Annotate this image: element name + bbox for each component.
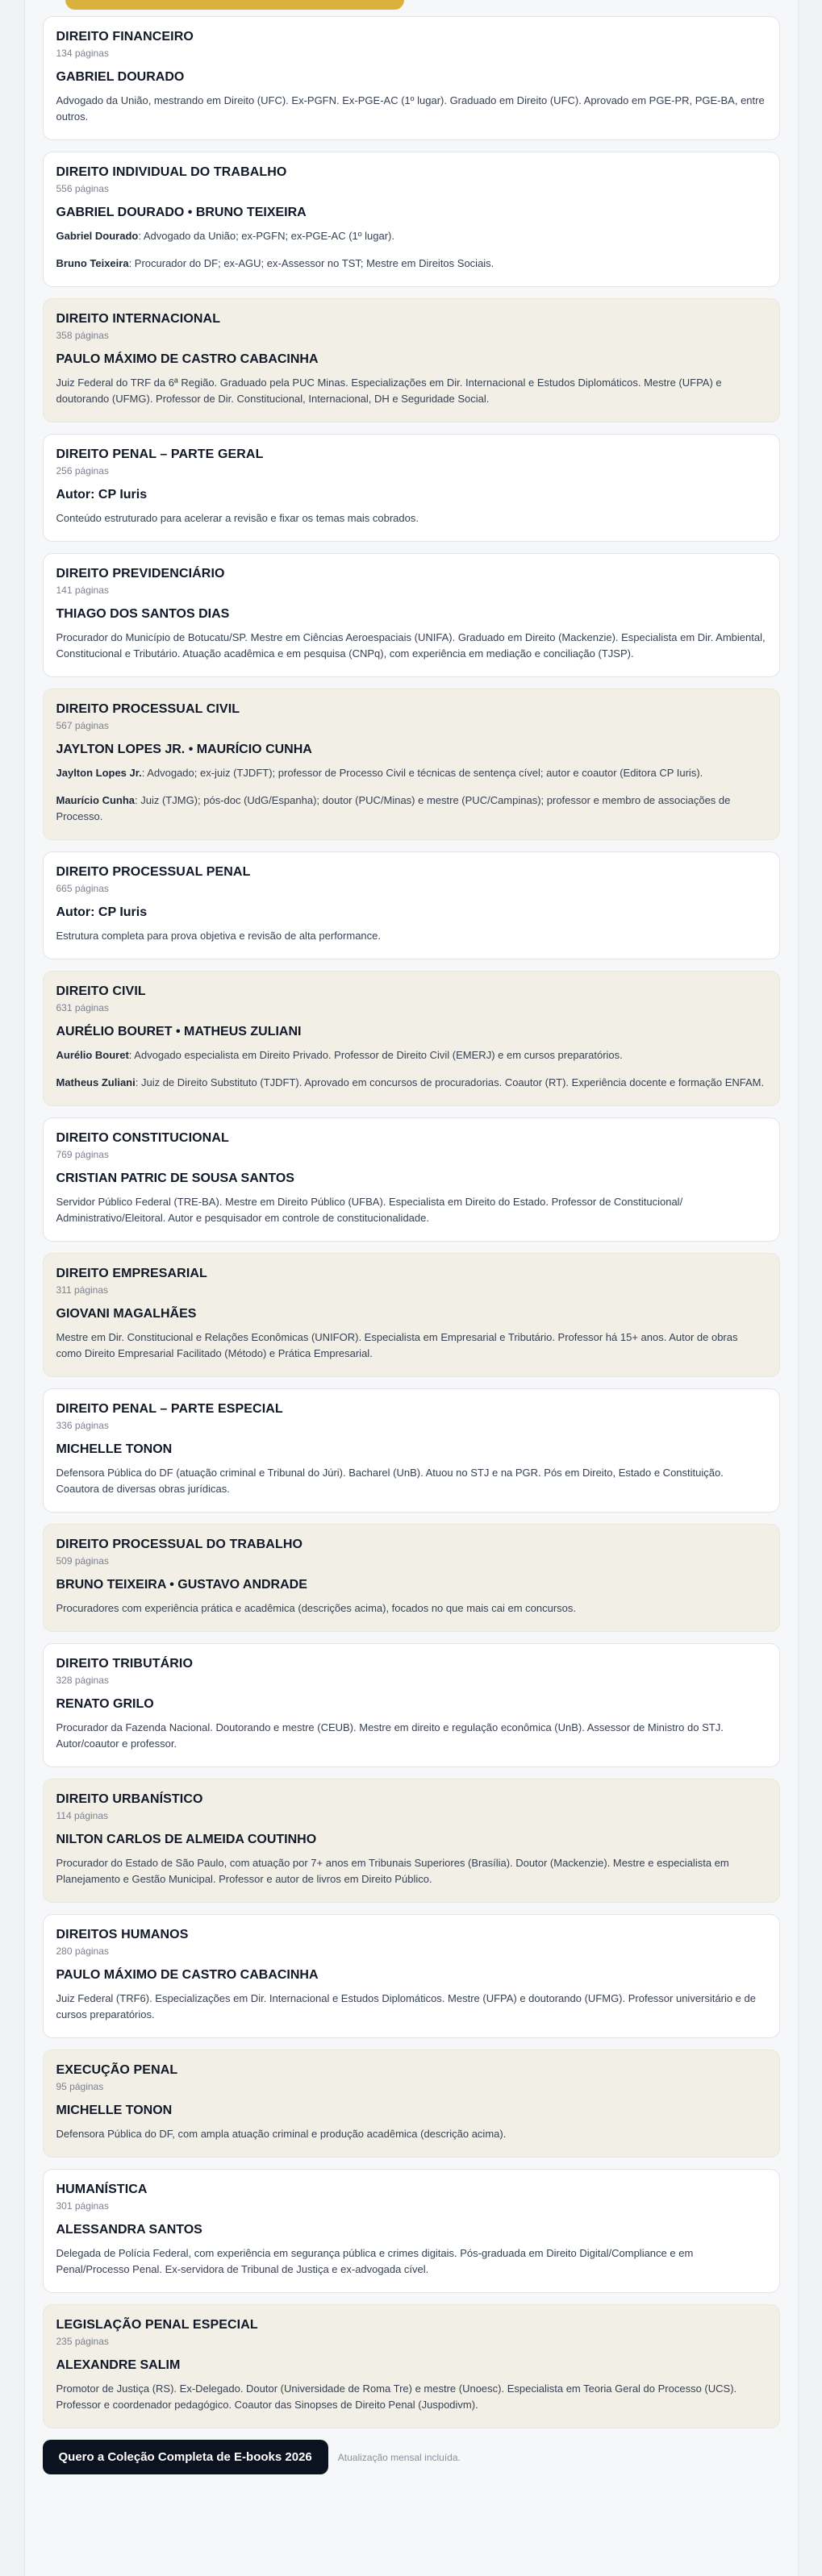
cta-note: Atualização mensal incluída. bbox=[337, 2451, 461, 2463]
ebook-card bbox=[43, 1643, 780, 1767]
author-bio-text: Procurador da Fazenda Nacional. Doutorando e mestre (CEUB). Mestre em direito e regulação econômica (UnB). Assessor de Ministro do STJ. Autor/coautor e professor. bbox=[56, 1721, 724, 1750]
author-bio bbox=[56, 256, 766, 272]
ebook-card bbox=[43, 689, 780, 840]
ebook-author: THIAGO DOS SANTOS DIAS bbox=[56, 607, 230, 621]
author-bio-name: Gabriel Dourado bbox=[56, 230, 139, 242]
ebook-author: AURÉLIO BOURET • MATHEUS ZULIANI bbox=[56, 1025, 302, 1038]
ebook-author: MICHELLE TONON bbox=[56, 2104, 173, 2117]
author-bio bbox=[56, 2126, 766, 2142]
author-bio bbox=[56, 375, 766, 407]
ebook-page-count: 567 páginas bbox=[56, 720, 109, 731]
author-bio bbox=[56, 2245, 766, 2278]
author-bio bbox=[56, 1600, 766, 1617]
ebook-author: MICHELLE TONON bbox=[56, 1442, 173, 1456]
ebook-author: GABRIEL DOURADO • BRUNO TEIXEIRA bbox=[56, 206, 307, 219]
ebook-subject: DIREITO INDIVIDUAL DO TRABALHO bbox=[56, 165, 287, 179]
author-bio bbox=[56, 928, 766, 944]
author-bio-name: Aurélio Bouret bbox=[56, 1049, 129, 1061]
author-bio-text: Juiz Federal (TRF6). Especializações em Dir. Internacional e Estudos Diplomáticos. Mestre (UFPA) e doutorando (UFMG). Professor universitário e de cursos preparatórios. bbox=[56, 1992, 756, 2020]
author-bio-text: Promotor de Justiça (RS). Ex-Delegado. Doutor (Universidade de Roma Tre) e mestre (Unoesc). Especialista em Teoria Geral do Processo (UCS). Professor e coordenador pedagógico. Coautor das Sinopses de Direito Penal (Juspodivm). bbox=[56, 2382, 737, 2411]
ebook-card bbox=[43, 1253, 780, 1377]
ebook-page-count: 509 páginas bbox=[56, 1555, 109, 1567]
ebook-page-count: 336 páginas bbox=[56, 1420, 109, 1431]
ebook-page-count: 556 páginas bbox=[56, 183, 109, 194]
ebook-author: PAULO MÁXIMO DE CASTRO CABACINHA bbox=[56, 1968, 319, 1982]
ebook-subject: DIREITO PROCESSUAL DO TRABALHO bbox=[56, 1538, 303, 1551]
author-bio-text: : Advogado especialista em Direito Privado. Professor de Direito Civil (EMERJ) e em cursos preparatórios. bbox=[128, 1049, 623, 1061]
author-bio-name: Maurício Cunha bbox=[56, 794, 136, 806]
ebook-subject: DIREITO CONSTITUCIONAL bbox=[56, 1131, 229, 1145]
author-bio-text: Procuradores com experiência prática e acadêmica (descrições acima), focados no que mais cai em concursos. bbox=[56, 1602, 577, 1614]
ebook-subject: DIREITO PREVIDENCIÁRIO bbox=[56, 567, 225, 581]
author-bio-text: Advogado da União, mestrando em Direito (UFC). Ex-PGFN. Ex-PGE-AC (1º lugar). Graduado em Direito (UFC). Aprovado em PGE-PR, PGE-BA, entre outros. bbox=[56, 94, 765, 123]
author-bio bbox=[56, 228, 766, 244]
author-bio-text: Procurador do Estado de São Paulo, com atuação por 7+ anos em Tribunais Superiores (Brasília). Doutor (Mackenzie). Mestre e especialista em Planejamento e Gestão Municipal. Professor e autor de livros em Direito Público. bbox=[56, 1857, 729, 1885]
ebook-page-count: 665 páginas bbox=[56, 883, 109, 894]
author-bio-text: Conteúdo estruturado para acelerar a revisão e fixar os temas mais cobrados. bbox=[56, 512, 419, 524]
author-bio-text: : Juiz de Direito Substituto (TJDFT). Aprovado em concursos de procuradorias. Coautor (RT). Experiência docente e formação ENFAM. bbox=[135, 1076, 765, 1088]
ebook-subject: DIREITO CIVIL bbox=[56, 984, 146, 998]
ebook-card bbox=[43, 971, 780, 1106]
ebook-author: GABRIEL DOURADO bbox=[56, 70, 185, 84]
author-bio-text: Juiz Federal do TRF da 6ª Região. Graduado pela PUC Minas. Especializações em Dir. Internacional e Estudos Diplomáticos. Mestre (UFPA) e doutorando (UFMG). Professor de Dir. Constitucional, Internacional, DH e Seguridade Social. bbox=[56, 377, 722, 405]
author-bio-text: : Advogado; ex-juiz (TJDFT); professor de Processo Civil e técnicas de sentença cível; autor e coautor (Editora CP Iuris). bbox=[141, 767, 703, 779]
ebook-page-count: 311 páginas bbox=[56, 1284, 108, 1296]
ebook-author: BRUNO TEIXEIRA • GUSTAVO ANDRADE bbox=[56, 1578, 307, 1592]
author-bio-text: : Procurador do DF; ex-AGU; ex-Assessor no TST; Mestre em Direitos Sociais. bbox=[128, 257, 494, 269]
author-bio-text: Delegada de Polícia Federal, com experiência em segurança pública e crimes digitais. Pós-graduada em Direito Digital/Compliance e em Penal/Processo Penal. Ex-servidora de Tribunal de Justiça e ex-advogada cível. bbox=[56, 2247, 694, 2275]
author-bio bbox=[56, 1465, 766, 1497]
ebook-page-count: 235 páginas bbox=[56, 2336, 109, 2347]
ebook-author: ALESSANDRA SANTOS bbox=[56, 2223, 202, 2237]
buy-collection-button[interactable]: Quero a Coleção Completa de E-books 2026 bbox=[43, 2440, 328, 2474]
author-bio bbox=[56, 93, 766, 125]
author-bio-name: Matheus Zuliani bbox=[56, 1076, 136, 1088]
cta-row bbox=[43, 2440, 780, 2474]
ebook-subject: DIREITO FINANCEIRO bbox=[56, 30, 194, 44]
ebook-author: GIOVANI MAGALHÃES bbox=[56, 1307, 197, 1321]
ebook-author: RENATO GRILO bbox=[56, 1697, 154, 1711]
ebook-author: CRISTIAN PATRIC DE SOUSA SANTOS bbox=[56, 1171, 294, 1185]
ebook-card bbox=[43, 1914, 780, 2038]
author-bio-text: Estrutura completa para prova objetiva e revisão de alta performance. bbox=[56, 930, 381, 942]
author-bio bbox=[56, 1855, 766, 1887]
ebook-subject: DIREITO INTERNACIONAL bbox=[56, 312, 221, 326]
ebook-subject: DIREITO PROCESSUAL CIVIL bbox=[56, 702, 240, 716]
ebook-card bbox=[43, 553, 780, 677]
ebook-card bbox=[43, 1388, 780, 1513]
ebook-card bbox=[43, 298, 780, 422]
ebook-page-count: 141 páginas bbox=[56, 585, 109, 596]
ebook-page-count: 358 páginas bbox=[56, 330, 109, 341]
ebook-page-count: 280 páginas bbox=[56, 1946, 109, 1957]
accent-bar bbox=[65, 0, 404, 10]
ebook-page-count: 95 páginas bbox=[56, 2081, 104, 2092]
author-bio-text: Servidor Público Federal (TRE-BA). Mestre em Direito Público (UFBA). Especialista em Direito do Estado. Professor de Constitucional/ Administrativo/Eleitoral. Autor e pesquisador em controle de constitucionalidade. bbox=[56, 1196, 683, 1224]
author-bio-name: Bruno Teixeira bbox=[56, 257, 129, 269]
ebook-page-count: 256 páginas bbox=[56, 465, 109, 476]
author-bio bbox=[56, 1047, 766, 1063]
ebook-page-count: 301 páginas bbox=[56, 2200, 109, 2212]
ebook-page-count: 631 páginas bbox=[56, 1002, 109, 1013]
ebook-page-count: 328 páginas bbox=[56, 1675, 109, 1686]
author-bio-text: Defensora Pública do DF, com ampla atuação criminal e produção acadêmica (descrição acima). bbox=[56, 2128, 507, 2140]
ebook-card bbox=[43, 2169, 780, 2293]
author-bio bbox=[56, 1075, 766, 1091]
ebook-author: NILTON CARLOS DE ALMEIDA COUTINHO bbox=[56, 1833, 317, 1846]
ebook-author: ALEXANDRE SALIM bbox=[56, 2358, 181, 2372]
ebook-page-count: 769 páginas bbox=[56, 1149, 109, 1160]
ebook-subject: DIREITOS HUMANOS bbox=[56, 1928, 189, 1941]
author-bio bbox=[56, 1991, 766, 2023]
ebook-list bbox=[43, 16, 780, 2428]
ebook-subject: DIREITO PENAL – PARTE GERAL bbox=[56, 447, 264, 461]
ebook-subject: DIREITO URBANÍSTICO bbox=[56, 1792, 203, 1806]
ebook-page-count: 134 páginas bbox=[56, 48, 109, 59]
author-bio-text: Mestre em Dir. Constitucional e Relações Econômicas (UNIFOR). Especialista em Empresarial e Tributário. Professor há 15+ anos. Autor de obras como Direito Empresarial Facilitado (Método) e Prática Empresarial. bbox=[56, 1331, 738, 1359]
ebook-subject: DIREITO EMPRESARIAL bbox=[56, 1267, 207, 1280]
author-bio bbox=[56, 510, 766, 526]
author-bio-text: : Advogado da União; ex-PGFN; ex-PGE-AC (1º lugar). bbox=[138, 230, 394, 242]
ebook-subject: DIREITO PENAL – PARTE ESPECIAL bbox=[56, 1402, 283, 1416]
ebook-card bbox=[43, 2304, 780, 2428]
author-bio bbox=[56, 2381, 766, 2413]
page bbox=[24, 0, 799, 2576]
ebook-card bbox=[43, 851, 780, 959]
ebook-card bbox=[43, 434, 780, 542]
ebook-author: Autor: CP Iuris bbox=[56, 905, 148, 919]
ebook-subject: HUMANÍSTICA bbox=[56, 2183, 148, 2196]
author-bio bbox=[56, 793, 766, 825]
ebook-card bbox=[43, 1779, 780, 1903]
author-bio-text: Defensora Pública do DF (atuação criminal e Tribunal do Júri). Bacharel (UnB). Atuou no STJ e na PGR. Pós em Direito, Estado e Constituição. Coautora de diversas obras jurídicas. bbox=[56, 1467, 724, 1495]
ebook-card bbox=[43, 16, 780, 140]
author-bio bbox=[56, 765, 766, 781]
ebook-author: Autor: CP Iuris bbox=[56, 488, 148, 501]
ebook-page-count: 114 páginas bbox=[56, 1810, 108, 1821]
author-bio bbox=[56, 1194, 766, 1226]
ebook-subject: DIREITO TRIBUTÁRIO bbox=[56, 1657, 194, 1671]
ebook-subject: LEGISLAÇÃO PENAL ESPECIAL bbox=[56, 2318, 258, 2332]
ebook-card bbox=[43, 1117, 780, 1242]
ebook-subject: DIREITO PROCESSUAL PENAL bbox=[56, 865, 251, 879]
ebook-author: JAYLTON LOPES JR. • MAURÍCIO CUNHA bbox=[56, 743, 312, 756]
author-bio bbox=[56, 1720, 766, 1752]
ebook-card bbox=[43, 2050, 780, 2158]
ebook-card bbox=[43, 1524, 780, 1632]
ebook-card bbox=[43, 152, 780, 287]
author-bio-text: : Juiz (TJMG); pós-doc (UdG/Espanha); doutor (PUC/Minas) e mestre (PUC/Campinas); professor e membro de associações de Processo. bbox=[56, 794, 731, 822]
ebook-author: PAULO MÁXIMO DE CASTRO CABACINHA bbox=[56, 352, 319, 366]
author-bio-name: Jaylton Lopes Jr. bbox=[56, 767, 142, 779]
ebook-subject: EXECUÇÃO PENAL bbox=[56, 2063, 178, 2077]
author-bio bbox=[56, 630, 766, 662]
author-bio bbox=[56, 1330, 766, 1362]
author-bio-text: Procurador do Município de Botucatu/SP. Mestre em Ciências Aeroespaciais (UNIFA). Graduado em Direito (Mackenzie). Especialista em Dir. Ambiental, Constitucional e Tributário. Atuação acadêmica e em pesquisa (CNPq), com experiência em mediação e conciliação (TJSP). bbox=[56, 631, 766, 660]
